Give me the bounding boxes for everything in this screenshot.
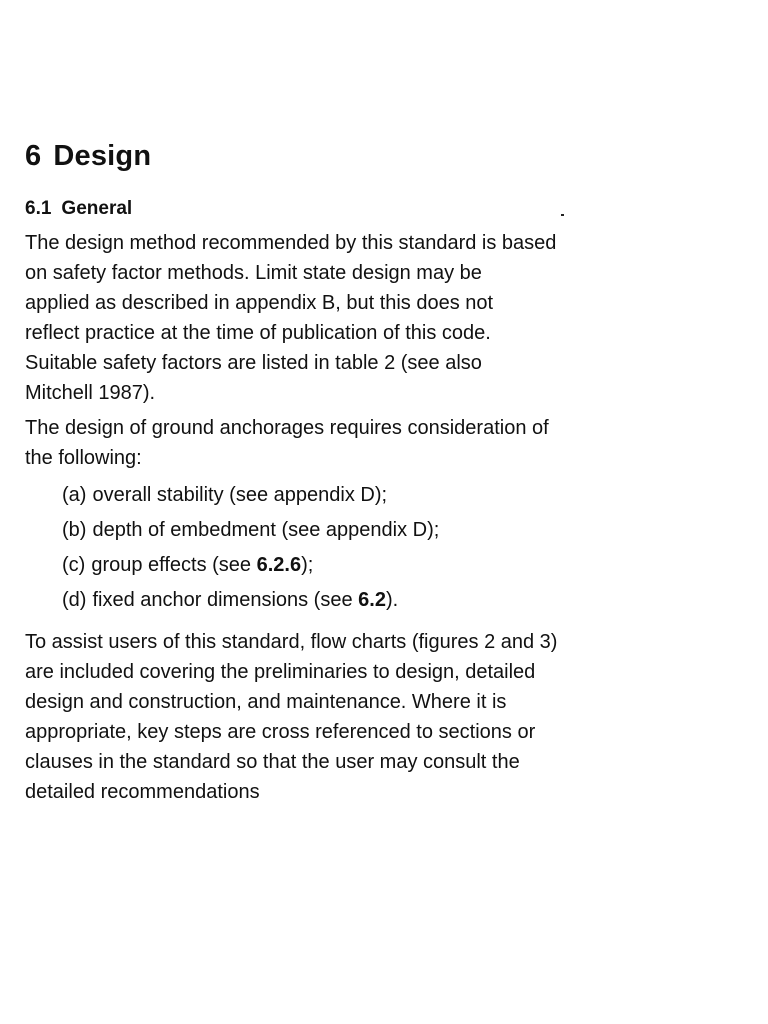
paragraph-line: The design of ground anchorages requires consideration of <box>25 417 549 439</box>
paragraph-line: detailed recommendations <box>25 781 260 803</box>
list-item <box>62 478 439 513</box>
stray-mark <box>561 214 564 216</box>
list-item-label: (a) <box>62 484 87 506</box>
paragraph-line: clauses in the standard so that the user may consult the <box>25 751 520 773</box>
list-item-text: depth of embedment (see appendix D); <box>92 519 440 541</box>
subsection-heading <box>25 196 132 222</box>
section-title: Design <box>53 140 152 172</box>
paragraph-line: The design method recommended by this standard is based <box>25 232 557 254</box>
paragraph-design-considerations <box>25 413 549 473</box>
considerations-list <box>62 478 439 618</box>
list-item <box>62 548 439 583</box>
list-item-label: (c) <box>62 554 86 576</box>
list-item-text: group effects (see <box>91 554 257 576</box>
list-item-suffix: ); <box>301 554 314 576</box>
list-item-text: overall stability (see appendix D); <box>92 484 388 506</box>
list-item <box>62 513 439 548</box>
clause-reference: 6.2.6 <box>256 554 302 576</box>
paragraph-flow-charts <box>25 627 557 807</box>
subsection-number: 6.1 <box>25 198 52 219</box>
paragraph-line: design and construction, and maintenance. Where it is <box>25 691 507 713</box>
paragraph-line: the following: <box>25 447 142 469</box>
paragraph-line: are included covering the preliminaries to design, detailed <box>25 661 536 683</box>
paragraph-line: appropriate, key steps are cross referenced to sections or <box>25 721 536 743</box>
paragraph-design-method <box>25 228 556 408</box>
list-item-suffix: ). <box>385 589 399 611</box>
document-page <box>25 0 740 1024</box>
list-item-label: (b) <box>62 519 87 541</box>
list-item-label: (d) <box>62 589 87 611</box>
paragraph-line: reflect practice at the time of publication of this code. <box>25 322 491 344</box>
paragraph-line: applied as described in appendix B, but this does not <box>25 292 494 314</box>
paragraph-line: Mitchell 1987). <box>25 382 156 404</box>
subsection-title: General <box>61 198 133 219</box>
list-item <box>62 583 439 618</box>
paragraph-line: Suitable safety factors are listed in table 2 (see also <box>25 352 482 374</box>
clause-reference: 6.2 <box>358 589 386 611</box>
paragraph-line: on safety factor methods. Limit state design may be <box>25 262 482 284</box>
paragraph-line: To assist users of this standard, flow charts (figures 2 and 3) <box>25 631 558 653</box>
section-heading <box>25 138 151 174</box>
section-number: 6 <box>25 140 42 172</box>
list-item-text: fixed anchor dimensions (see <box>92 589 359 611</box>
